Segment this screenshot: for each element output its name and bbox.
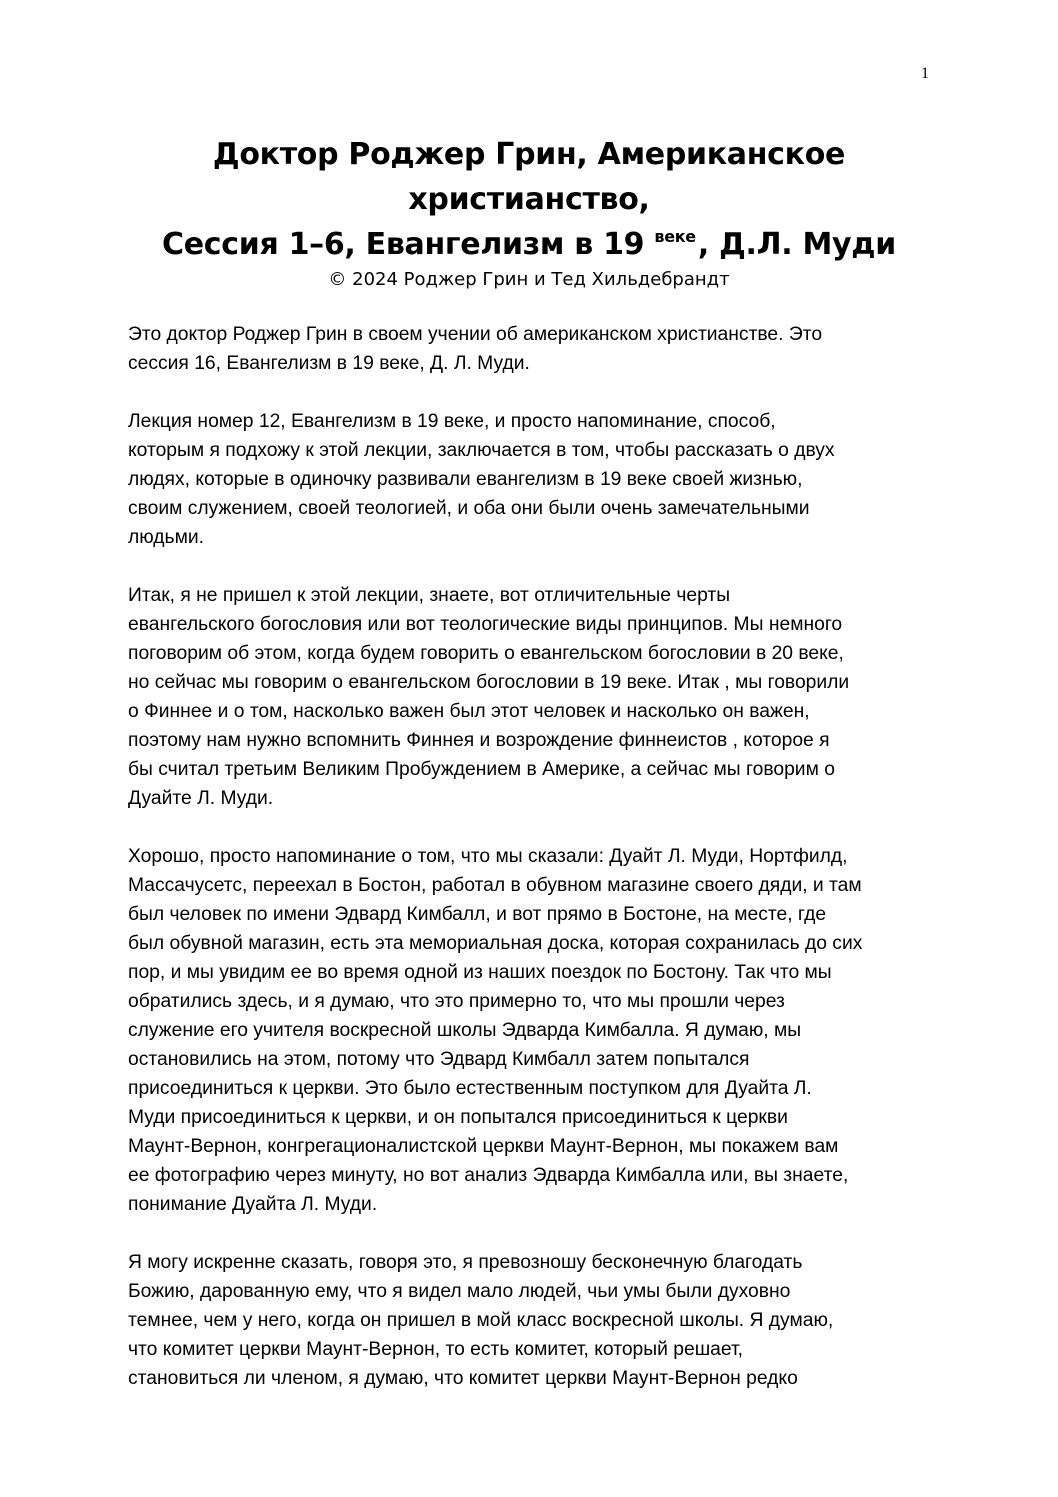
title-superscript: веке bbox=[654, 227, 696, 246]
text-line: Это доктор Роджер Грин в своем учении об американском христианстве. Это bbox=[128, 324, 823, 345]
text-line: поэтому нам нужно вспомнить Финнея и возрождение финнеистов , которое я bbox=[128, 730, 830, 751]
text-line: понимание Дуайта Л. Муди. bbox=[128, 1194, 378, 1215]
text-line: евангельского богословия или вот теологические виды принципов. Мы немного bbox=[128, 614, 843, 635]
text-line: Хорошо, просто напоминание о том, что мы сказали: Дуайт Л. Муди, Нортфилд, bbox=[128, 846, 848, 867]
text-line: Лекция номер 12, Евангелизм в 19 веке, и просто напоминание, способ, bbox=[128, 411, 776, 432]
text-line: но сейчас мы говорим о евангельском богословии в 19 веке. Итак , мы говорили bbox=[128, 672, 850, 693]
document-body bbox=[128, 320, 938, 1422]
text-line: о Финнее и о том, насколько важен был этот человек и насколько он важен, bbox=[128, 701, 810, 722]
text-line: людях, которые в одиночку развивали евангелизм в 19 веке своей жизнью, bbox=[128, 469, 803, 490]
text-line: Муди присоединиться к церкви, и он попытался присоединиться к церкви bbox=[128, 1107, 788, 1128]
page-number: 1 bbox=[921, 65, 929, 82]
text-line: бы считал третьим Великим Пробуждением в Америке, а сейчас мы говорим о bbox=[128, 759, 835, 780]
text-line: своим служением, своей теологией, и оба они были очень замечательными bbox=[128, 498, 810, 519]
paragraph-4 bbox=[128, 842, 938, 1219]
text-line: темнее, чем у него, когда он пришел в мой класс воскресной школы. Я думаю, bbox=[128, 1310, 834, 1331]
text-line: поговорим об этом, когда будем говорить о евангельском богословии в 20 веке, bbox=[128, 643, 844, 664]
paragraph-2 bbox=[128, 407, 938, 552]
text-line: становиться ли членом, я думаю, что комитет церкви Маунт-Вернон редко bbox=[128, 1368, 798, 1389]
text-line: Массачусетс, переехал в Бостон, работал в обувном магазине своего дяди, и там bbox=[128, 875, 862, 896]
title-speaker-text: , Д.Л. Муди bbox=[697, 227, 896, 262]
document-title-line-1: Доктор Роджер Грин, Американское bbox=[212, 137, 846, 172]
text-line: людьми. bbox=[128, 527, 204, 548]
text-line: обратились здесь, и я думаю, что это примерно то, что мы прошли через bbox=[128, 991, 785, 1012]
text-line: был человек по имени Эдвард Кимбалл, и вот прямо в Бостоне, на месте, где bbox=[128, 904, 827, 925]
text-line: Я могу искренне сказать, говоря это, я превозношу бесконечную благодать bbox=[128, 1252, 803, 1273]
text-line: Итак, я не пришел к этой лекции, знаете, вот отличительные черты bbox=[128, 585, 731, 606]
text-line: которым я подхожу к этой лекции, заключается в том, чтобы рассказать о двух bbox=[128, 440, 835, 461]
document-header bbox=[100, 132, 958, 292]
text-line: Дуайте Л. Муди. bbox=[128, 788, 274, 809]
document-title-line-2: христианство, bbox=[408, 182, 650, 217]
text-line: Маунт-Вернон, конгрегационалистской церкви Маунт-Вернон, мы покажем вам bbox=[128, 1136, 839, 1157]
text-line: сессия 16, Евангелизм в 19 веке, Д. Л. Муди. bbox=[128, 353, 530, 374]
copyright-notice: © 2024 Роджер Грин и Тед Хильдебрандт bbox=[328, 269, 730, 290]
text-line: был обувной магазин, есть эта мемориальная доска, которая сохранилась до сих bbox=[128, 933, 863, 954]
text-line: ее фотографию через минуту, но вот анализ Эдварда Кимбалла или, вы знаете, bbox=[128, 1165, 849, 1186]
document-title-line-3 bbox=[100, 222, 958, 271]
title-session-text: Сессия 1–6, Евангелизм в 19 bbox=[162, 227, 645, 262]
paragraph-5 bbox=[128, 1248, 938, 1393]
text-line: остановились на этом, потому что Эдвард Кимбалл затем попытался bbox=[128, 1049, 750, 1070]
text-line: присоединиться к церкви. Это было естественным поступком для Дуайта Л. bbox=[128, 1078, 812, 1099]
text-line: Божию, дарованную ему, что я видел мало людей, чьи умы были духовно bbox=[128, 1281, 791, 1302]
paragraph-1 bbox=[128, 320, 938, 378]
text-line: служение его учителя воскресной школы Эдварда Кимбалла. Я думаю, мы bbox=[128, 1020, 802, 1041]
paragraph-3 bbox=[128, 581, 938, 813]
text-line: что комитет церкви Маунт-Вернон, то есть комитет, который решает, bbox=[128, 1339, 744, 1360]
text-line: пор, и мы увидим ее во время одной из наших поездок по Бостону. Так что мы bbox=[128, 962, 832, 983]
